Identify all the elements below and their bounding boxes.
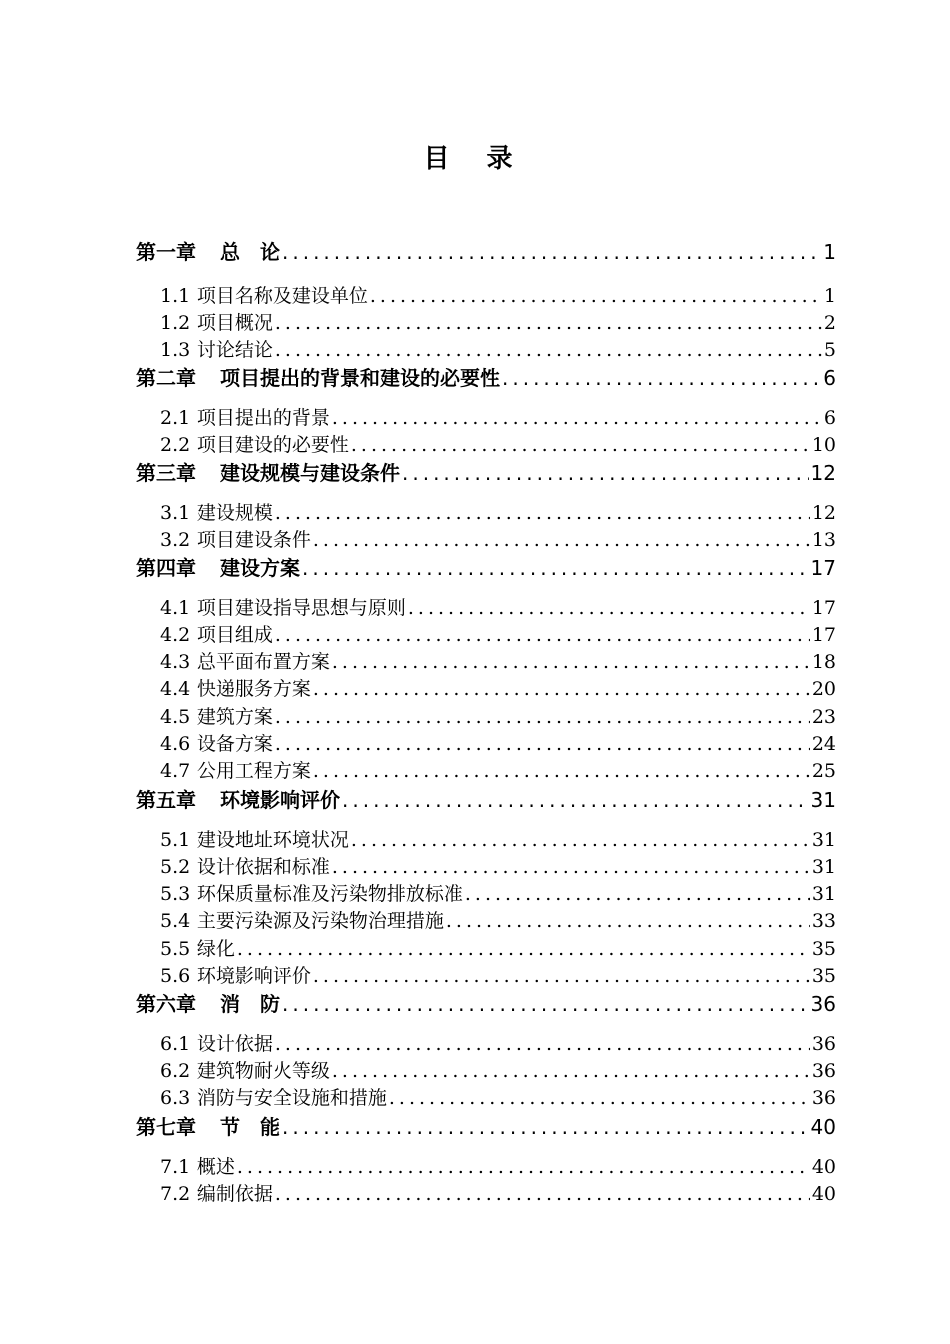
- toc-section-entry[interactable]: [136, 852, 836, 879]
- toc-entry-label: [160, 281, 368, 308]
- toc-leader-dots: [275, 502, 810, 524]
- toc-entry-title: 消防与安全设施和措施: [196, 1087, 387, 1109]
- toc-entry-title: 建设方案: [220, 556, 300, 580]
- toc-entry-label: [160, 647, 330, 674]
- toc-entry-number: 2.1: [160, 407, 191, 429]
- toc-entry-number: 第五章: [136, 788, 196, 812]
- toc-page-number: 2: [823, 312, 836, 334]
- toc-entry-title: 建筑物耐火等级: [196, 1060, 330, 1082]
- toc-entry-number: 第七章: [136, 1115, 196, 1139]
- toc-chapter-entry[interactable]: [136, 784, 836, 813]
- toc-section-entry[interactable]: [136, 281, 836, 308]
- toc-entry-label: [136, 236, 280, 265]
- toc-section-entry[interactable]: [136, 961, 836, 988]
- toc-entry-label: [160, 1056, 330, 1083]
- toc-entry-label: [160, 498, 273, 525]
- toc-section-entry[interactable]: [136, 702, 836, 729]
- toc-page-number: 6: [823, 407, 836, 429]
- toc-leader-dots: [275, 1183, 810, 1205]
- toc-leader-dots: [465, 883, 810, 905]
- toc-entry-label: [160, 1029, 273, 1056]
- toc-entry-number: 1.2: [160, 312, 191, 334]
- toc-entry-title: 建设规模: [196, 502, 273, 524]
- toc-leader-dots: [237, 1156, 810, 1178]
- toc-page-number: 31: [811, 829, 836, 851]
- toc-leader-dots: [502, 366, 821, 390]
- toc-section-entry[interactable]: [136, 825, 836, 852]
- toc-entry-title: 消 防: [220, 992, 280, 1016]
- toc-entry-number: 4.2: [160, 624, 191, 646]
- toc-leader-dots: [389, 1087, 810, 1109]
- toc-chapter-entry[interactable]: [136, 988, 836, 1017]
- toc-page-number: 36: [810, 992, 836, 1016]
- toc-entry-number: 5.6: [160, 965, 191, 987]
- toc-chapter-entry[interactable]: [136, 457, 836, 486]
- toc-chapter-entry[interactable]: [136, 362, 836, 391]
- toc-section-entry[interactable]: [136, 1056, 836, 1083]
- toc-leader-dots: [275, 312, 822, 334]
- toc-section-entry[interactable]: [136, 308, 836, 335]
- toc-entry-number: 5.5: [160, 938, 191, 960]
- toc-entry-number: 5.3: [160, 883, 191, 905]
- toc-entry-label: [160, 1179, 273, 1206]
- toc-leader-dots: [313, 678, 810, 700]
- toc-entry-number: 第六章: [136, 992, 196, 1016]
- toc-entry-label: [160, 906, 444, 933]
- toc-entry-label: [160, 308, 273, 335]
- toc-entry-label: [136, 362, 500, 391]
- toc-entry-title: 设计依据: [196, 1033, 273, 1055]
- toc-entry-label: [160, 825, 349, 852]
- toc-leader-dots: [282, 240, 821, 264]
- toc-page-number: 35: [811, 965, 836, 987]
- toc-entry-title: 项目建设的必要性: [196, 434, 349, 456]
- toc-entry-title: 项目建设条件: [196, 529, 311, 551]
- toc-leader-dots: [370, 285, 822, 307]
- toc-entry-label: [160, 430, 349, 457]
- toc-leader-dots: [332, 856, 810, 878]
- toc-leader-dots: [313, 760, 810, 782]
- toc-leader-dots: [282, 1115, 809, 1139]
- toc-page-number: 24: [811, 733, 836, 755]
- toc-entry-number: 4.4: [160, 678, 191, 700]
- toc-leader-dots: [275, 733, 810, 755]
- toc-page-number: 40: [811, 1156, 836, 1178]
- toc-section-entry[interactable]: [136, 647, 836, 674]
- toc-entry-label: [136, 1111, 280, 1140]
- toc-section-entry[interactable]: [136, 674, 836, 701]
- toc-entry-title: 项目概况: [196, 312, 273, 334]
- toc-entry-number: 4.7: [160, 760, 191, 782]
- toc-section-entry[interactable]: [136, 879, 836, 906]
- toc-entry-number: 2.2: [160, 434, 191, 456]
- toc-entry-number: 5.4: [160, 910, 191, 932]
- toc-entry-title: 环境影响评价: [220, 788, 340, 812]
- toc-entry-title: 主要污染源及污染物治理措施: [196, 910, 444, 932]
- toc-section-entry[interactable]: [136, 756, 836, 783]
- toc-entry-title: 编制依据: [196, 1183, 273, 1205]
- toc-entry-number: 第四章: [136, 556, 196, 580]
- toc-entry-label: [160, 729, 273, 756]
- toc-entry-number: 6.1: [160, 1033, 191, 1055]
- toc-entry-title: 项目组成: [196, 624, 273, 646]
- toc-entry-label: [160, 593, 406, 620]
- page-title: 目 录: [423, 144, 527, 174]
- toc-entry-title: 项目建设指导思想与原则: [196, 597, 406, 619]
- toc-section-entry[interactable]: [136, 906, 836, 933]
- toc-entry-label: [136, 552, 300, 581]
- toc-leader-dots: [332, 1060, 810, 1082]
- toc-page-number: 5: [823, 339, 836, 361]
- toc-entry-label: [160, 934, 235, 961]
- toc-leader-dots: [332, 407, 822, 429]
- toc-entry-number: 第二章: [136, 366, 196, 390]
- toc-section-entry[interactable]: [136, 620, 836, 647]
- toc-chapter-entry[interactable]: [136, 236, 836, 265]
- toc-leader-dots: [313, 529, 810, 551]
- toc-entry-title: 建设地址环境状况: [196, 829, 349, 851]
- toc-entry-number: 第三章: [136, 461, 196, 485]
- toc-entry-title: 项目名称及建设单位: [196, 285, 368, 307]
- toc-section-entry[interactable]: [136, 934, 836, 961]
- toc-leader-dots: [408, 597, 810, 619]
- toc-entry-number: 4.3: [160, 651, 191, 673]
- toc-entry-number: 3.1: [160, 502, 191, 524]
- toc-entry-title: 环境影响评价: [196, 965, 311, 987]
- toc-entry-title: 总 论: [220, 240, 280, 264]
- toc-entry-title: 快递服务方案: [196, 678, 311, 700]
- toc-section-entry[interactable]: [136, 430, 836, 457]
- toc-entry-label: [136, 988, 280, 1017]
- toc-section-entry[interactable]: [136, 1179, 836, 1206]
- toc-entry-title: 绿化: [196, 938, 235, 960]
- toc-entry-label: [160, 674, 311, 701]
- toc-leader-dots: [446, 910, 810, 932]
- toc-section-entry[interactable]: [136, 1029, 836, 1056]
- toc-page-number: 25: [811, 760, 836, 782]
- toc-entry-label: [160, 756, 311, 783]
- toc-entry-title: 设备方案: [196, 733, 273, 755]
- toc-section-entry[interactable]: [136, 335, 836, 362]
- toc-leader-dots: [237, 938, 810, 960]
- toc-entry-number: 6.3: [160, 1087, 191, 1109]
- toc-entry-title: 概述: [196, 1156, 235, 1178]
- toc-leader-dots: [275, 339, 822, 361]
- toc-page-number: 1: [823, 285, 836, 307]
- toc-leader-dots: [313, 965, 810, 987]
- toc-entry-title: 设计依据和标准: [196, 856, 330, 878]
- toc-entry-title: 公用工程方案: [196, 760, 311, 782]
- toc-leader-dots: [351, 434, 810, 456]
- toc-entry-number: 第一章: [136, 240, 196, 264]
- toc-entry-number: 5.2: [160, 856, 191, 878]
- toc-page-number: 12: [810, 461, 836, 485]
- toc-leader-dots: [282, 992, 809, 1016]
- toc-entry-title: 建筑方案: [196, 706, 273, 728]
- toc-chapter-entry[interactable]: [136, 552, 836, 581]
- toc-leader-dots: [275, 706, 810, 728]
- toc-leader-dots: [342, 788, 809, 812]
- toc-entry-title: 讨论结论: [196, 339, 273, 361]
- toc-leader-dots: [351, 829, 810, 851]
- toc-section-entry[interactable]: [136, 403, 836, 430]
- toc-entry-title: 建设规模与建设条件: [220, 461, 400, 485]
- toc-entry-label: [160, 1083, 387, 1110]
- toc-entry-label: [160, 1152, 235, 1179]
- toc-entry-number: 4.6: [160, 733, 191, 755]
- toc-page-number: 40: [810, 1115, 836, 1139]
- toc-entry-number: 1.1: [160, 285, 191, 307]
- toc-page-number: 23: [811, 706, 836, 728]
- toc-section-entry[interactable]: [136, 1083, 836, 1110]
- toc-section-entry[interactable]: [136, 525, 836, 552]
- toc-entry-label: [160, 702, 273, 729]
- toc-page-number: 1: [823, 240, 836, 264]
- toc-entry-label: [160, 620, 273, 647]
- toc-entry-number: 5.1: [160, 829, 191, 851]
- toc-page-number: 31: [810, 788, 836, 812]
- toc-page-number: 20: [811, 678, 836, 700]
- toc-leader-dots: [302, 556, 809, 580]
- toc-entry-number: 6.2: [160, 1060, 191, 1082]
- toc-section-entry[interactable]: [136, 498, 836, 525]
- toc-section-entry[interactable]: [136, 593, 836, 620]
- toc-entry-number: 4.1: [160, 597, 191, 619]
- toc-entry-title: 项目提出的背景和建设的必要性: [220, 366, 500, 390]
- toc-entry-label: [160, 403, 330, 430]
- toc-page-number: 17: [811, 624, 836, 646]
- toc-entry-title: 环保质量标准及污染物排放标准: [196, 883, 463, 905]
- toc-entry-label: [160, 335, 273, 362]
- toc-page-number: 33: [811, 910, 836, 932]
- toc-entry-title: 节 能: [220, 1115, 280, 1139]
- toc-entry-number: 4.5: [160, 706, 191, 728]
- toc-page-number: 36: [811, 1060, 836, 1082]
- toc-page-number: 36: [811, 1033, 836, 1055]
- toc-entry-label: [136, 457, 400, 486]
- toc-page-number: 31: [811, 883, 836, 905]
- toc-page-number: 31: [811, 856, 836, 878]
- toc-entry-label: [160, 879, 463, 906]
- toc-entry-number: 7.1: [160, 1156, 191, 1178]
- toc-entry-number: 1.3: [160, 339, 191, 361]
- toc-chapter-entry[interactable]: [136, 1111, 836, 1140]
- toc-page-number: 10: [811, 434, 836, 456]
- toc-page-number: 40: [811, 1183, 836, 1205]
- toc-entry-label: [160, 525, 311, 552]
- toc-entry-label: [160, 961, 311, 988]
- toc-section-entry[interactable]: [136, 1152, 836, 1179]
- toc-entry-label: [136, 784, 340, 813]
- toc-leader-dots: [275, 624, 810, 646]
- toc-entry-number: 7.2: [160, 1183, 191, 1205]
- toc-page-number: 13: [811, 529, 836, 551]
- toc-entry-number: 3.2: [160, 529, 191, 551]
- toc-page-number: 12: [811, 502, 836, 524]
- toc-page-number: 18: [811, 651, 836, 673]
- toc-entry-label: [160, 852, 330, 879]
- toc-leader-dots: [275, 1033, 810, 1055]
- toc-page-number: 6: [823, 366, 836, 390]
- toc-page-number: 17: [810, 556, 836, 580]
- toc-page-number: 35: [811, 938, 836, 960]
- toc-page-number: 17: [811, 597, 836, 619]
- toc-leader-dots: [332, 651, 810, 673]
- toc-entry-title: 项目提出的背景: [196, 407, 330, 429]
- toc-entry-title: 总平面布置方案: [196, 651, 330, 673]
- toc-section-entry[interactable]: [136, 729, 836, 756]
- toc-leader-dots: [402, 461, 809, 485]
- toc-page-number: 36: [811, 1087, 836, 1109]
